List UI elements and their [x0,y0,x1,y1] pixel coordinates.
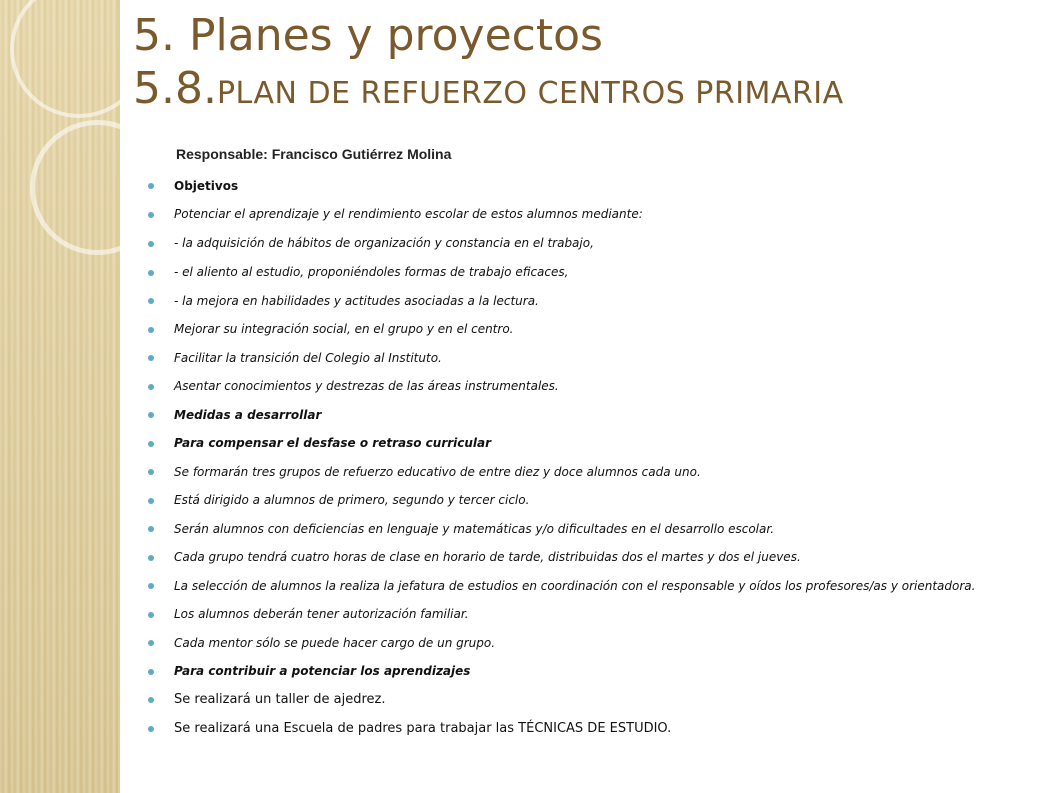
list-item: - la mejora en habilidades y actitudes asociadas a la lectura. [148,287,1048,315]
list-item: Se formarán tres grupos de refuerzo educativo de entre diez y doce alumnos cada uno. [148,458,1048,486]
list-item: Cada grupo tendrá cuatro horas de clase en horario de tarde, distribuidas dos el martes y dos el jueves. [148,543,1048,572]
title-subtitle: PLAN DE REFUERZO CENTROS PRIMARIA [216,76,844,111]
list-item: La selección de alumnos la realiza la jefatura de estudios en coordinación con el responsable y oídos los profesores/as y orientadora. [148,572,1048,600]
list-item: Está dirigido a alumnos de primero, segundo y tercer ciclo. [148,486,1048,515]
list-item: Se realizará una Escuela de padres para trabajar las TÉCNICAS DE ESTUDIO. [148,714,1048,743]
list-item: Objetivos [148,172,1048,200]
bullet-list [148,172,1048,743]
list-item: Potenciar el aprendizaje y el rendimiento escolar de estos alumnos mediante: [148,200,1048,229]
strip-shade [0,0,118,793]
list-item: Medidas a desarrollar [148,401,1048,429]
list-item: Facilitar la transición del Colegio al Instituto. [148,344,1048,372]
decorative-ring [30,120,165,255]
slide-title [133,8,844,119]
responsable-text: Responsable: Francisco Gutiérrez Molina [176,146,452,162]
list-item: Mejorar su integración social, en el grupo y en el centro. [148,315,1048,344]
title-line-2 [133,64,844,119]
list-item: Se realizará un taller de ajedrez. [148,686,1048,714]
list-item: Cada mentor sólo se puede hacer cargo de un grupo. [148,629,1048,657]
list-item: Los alumnos deberán tener autorización familiar. [148,600,1048,629]
list-item: Para contribuir a potenciar los aprendizajes [148,657,1048,686]
list-item: Para compensar el desfase o retraso curricular [148,429,1048,458]
title-line-1: 5. Planes y proyectos [133,10,603,61]
title-number: 5.8. [133,63,217,114]
list-item: - la adquisición de hábitos de organización y constancia en el trabajo, [148,229,1048,258]
list-item: Asentar conocimientos y destrezas de las áreas instrumentales. [148,372,1048,401]
list-item: - el aliento al estudio, proponiéndoles formas de trabajo eficaces, [148,258,1048,287]
list-item: Serán alumnos con deficiencias en lenguaje y matemáticas y/o dificultades en el desarrollo escolar. [148,515,1048,543]
